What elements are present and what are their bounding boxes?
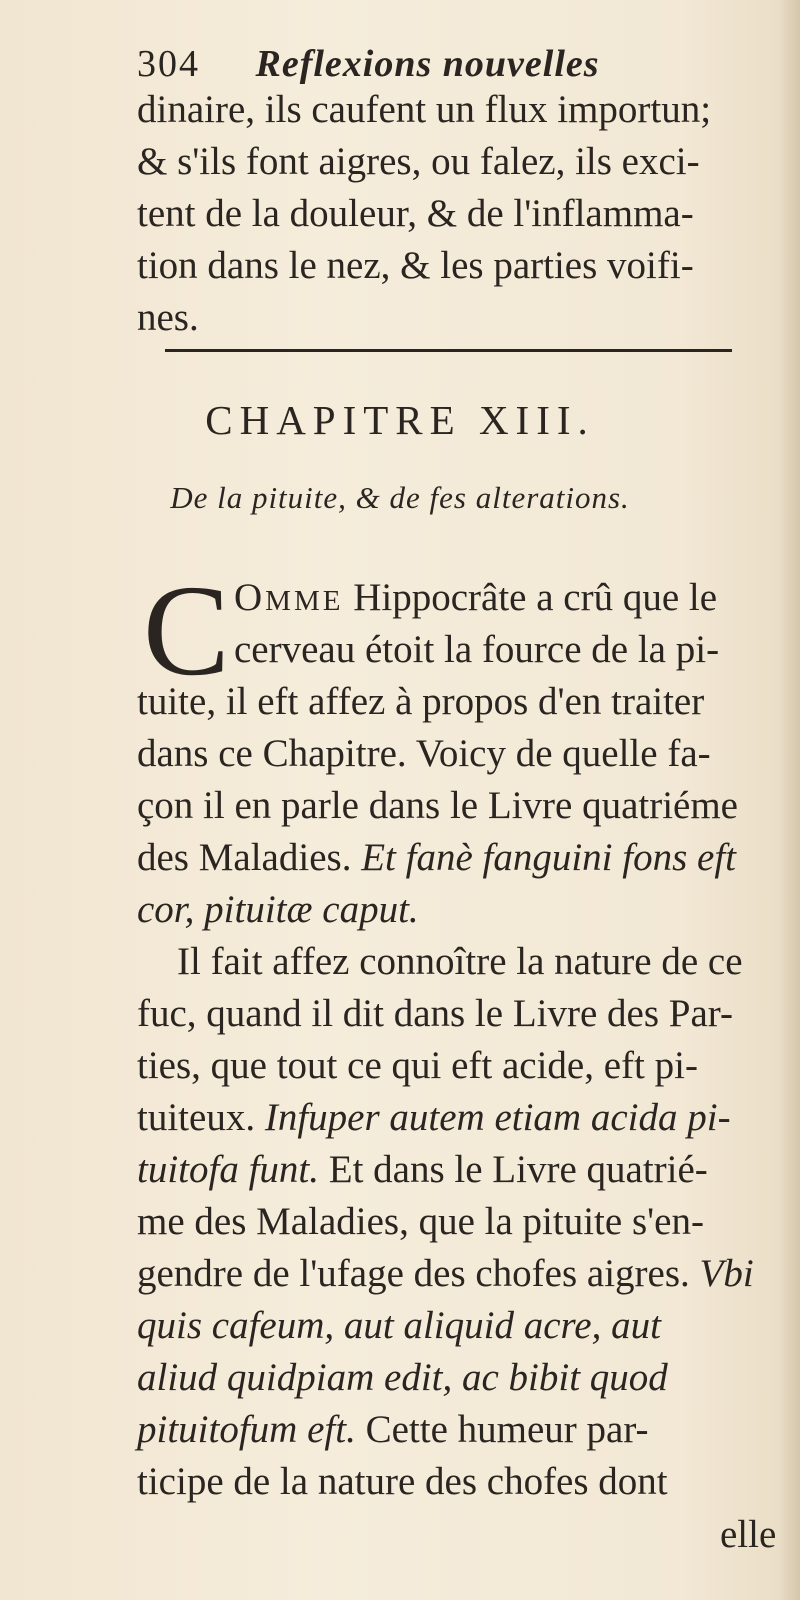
- text-line: tent de la douleur, & de l'inflamma-: [137, 192, 694, 235]
- latin-quote: Vbi: [699, 1252, 754, 1295]
- page-number: 304: [137, 43, 200, 85]
- line-text: Et dans le Livre quatrié-: [328, 1148, 708, 1191]
- latin-quote: cor, pituitæ caput.: [137, 888, 419, 931]
- text-line: [137, 1098, 731, 1137]
- text-line: dinaire, ils caufent un flux importun;: [137, 88, 712, 131]
- latin-quote: pituitofum eft.: [137, 1408, 356, 1451]
- text-line: [137, 1410, 649, 1449]
- text-line: dans ce Chapitre. Voicy de quelle fa-: [137, 732, 711, 775]
- text-line: ticipe de la nature des chofes dont: [137, 1460, 668, 1503]
- text-line: me des Maladies, que la pituite s'en-: [137, 1200, 704, 1243]
- text-line: çon il en parle dans le Livre quatriéme: [137, 784, 738, 827]
- smallcaps-rest: MME: [265, 585, 344, 617]
- text-line: nes.: [137, 296, 199, 339]
- line-text: Cette humeur par-: [365, 1408, 649, 1451]
- line-text: Hippocrâte a crû que le: [353, 576, 718, 619]
- text-line: ties, que tout ce qui eft acide, eft pi-: [137, 1044, 698, 1087]
- text-line: [137, 1150, 708, 1189]
- catchword: elle: [720, 1513, 777, 1556]
- chapter-heading: CHAPITRE XIII.: [205, 397, 595, 443]
- chapter-subtitle: De la pituite, & de fes alterations.: [170, 480, 630, 515]
- line-text: des Maladies.: [137, 836, 352, 879]
- text-line: Il fait affez connoître la nature de ce: [177, 940, 743, 983]
- text-line: [137, 838, 736, 877]
- line-text: gendre de l'ufage des chofes aigres.: [137, 1252, 690, 1295]
- running-title: Reflexions nouvelles: [255, 43, 600, 85]
- text-line: & s'ils font aigres, ou falez, ils exci-: [137, 140, 700, 183]
- latin-quote: Et fanè fanguini fons eft: [361, 836, 737, 879]
- text-line: [234, 578, 717, 617]
- latin-quote: Infuper autem etiam acida pi-: [264, 1096, 731, 1139]
- text-line: tion dans le nez, & les parties voifi-: [137, 244, 694, 287]
- latin-quote: quis cafeum, aut aliquid acre, aut: [137, 1304, 661, 1347]
- smallcaps-first: O: [234, 576, 266, 619]
- latin-quote: aliud quidpiam edit, ac bibit quod: [137, 1356, 668, 1399]
- smallcaps-word: [234, 576, 343, 619]
- text-line: tuite, il eft affez à propos d'en traiter: [137, 680, 705, 723]
- section-rule: [165, 349, 732, 352]
- text-line: [137, 1254, 754, 1293]
- line-text: tuiteux.: [137, 1096, 256, 1139]
- page-edge-shadow: [778, 0, 800, 1600]
- drop-cap: C: [143, 559, 230, 703]
- text-line: fuc, quand il dit dans le Livre des Par-: [137, 992, 733, 1035]
- text-line: cerveau étoit la fource de la pi-: [234, 628, 720, 671]
- running-header: [137, 42, 600, 86]
- latin-quote: tuitofa funt.: [137, 1148, 320, 1191]
